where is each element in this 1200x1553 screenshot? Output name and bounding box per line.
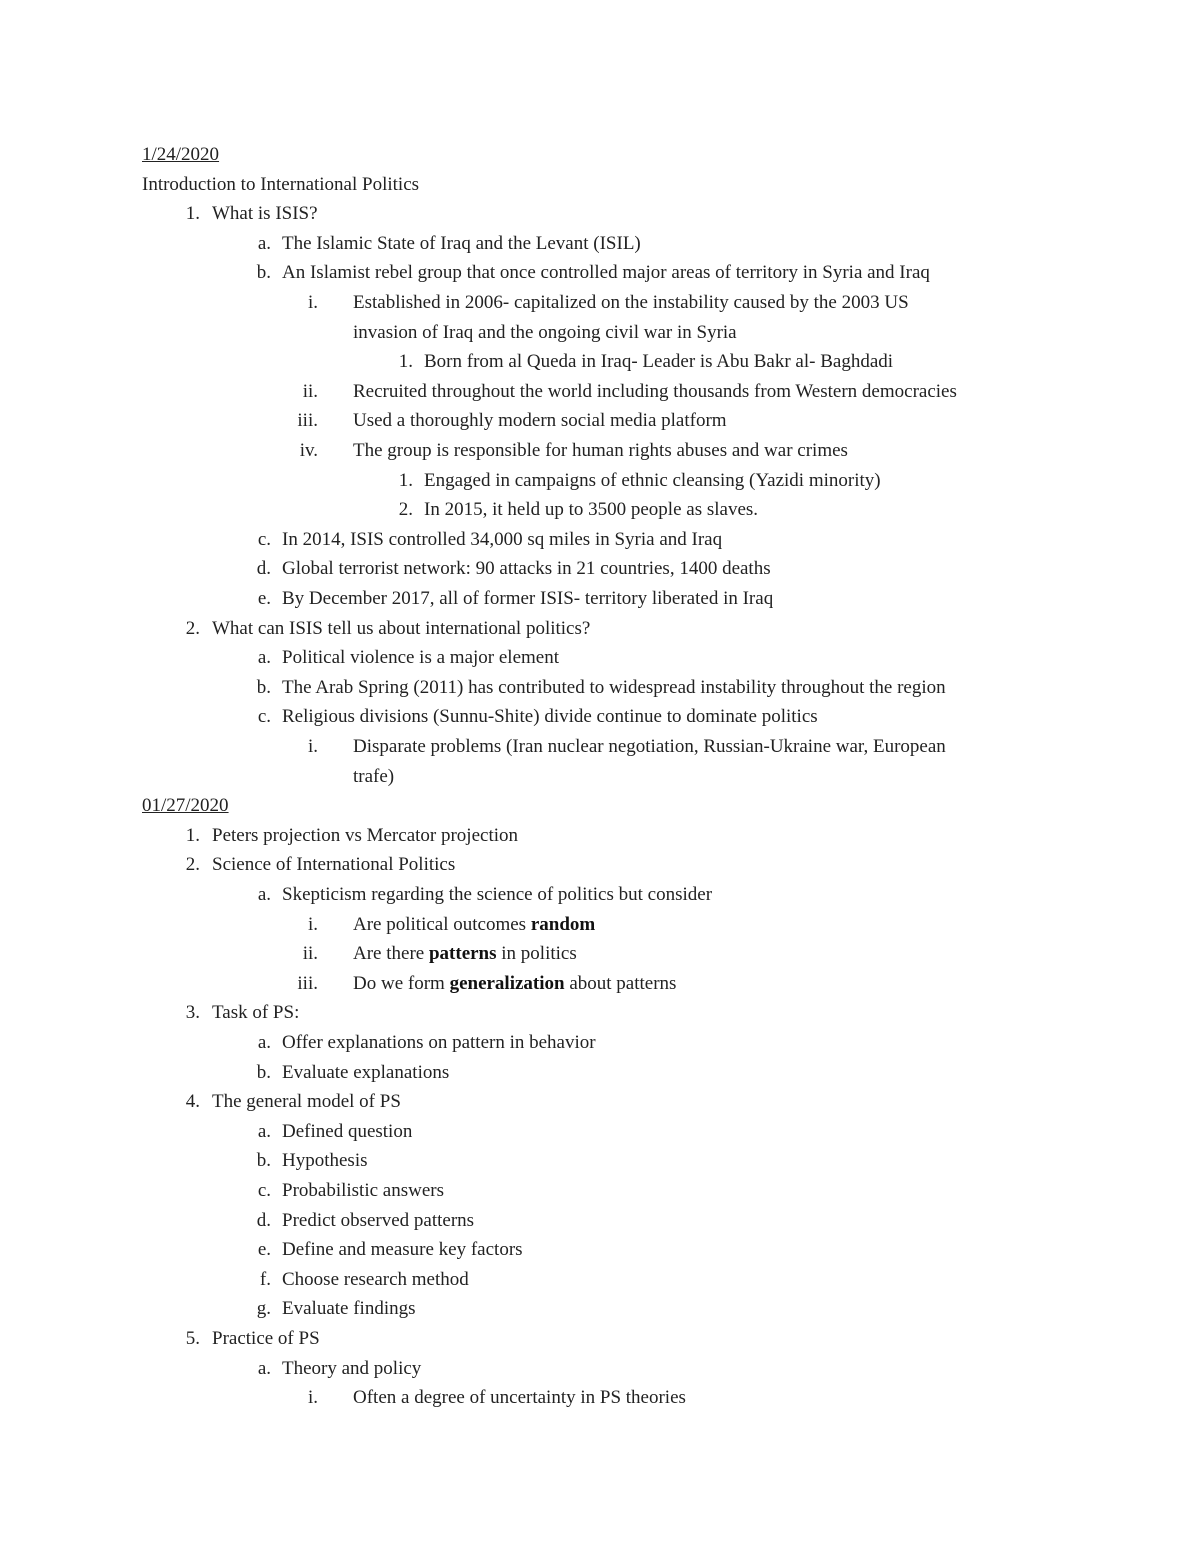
line-text: 01/27/2020 [142,795,229,816]
list-marker: b. [256,262,271,283]
list-marker: d. [256,558,271,579]
line-text: In 2014, ISIS controlled 34,000 sq miles in Syria and Iraq [282,529,723,550]
outline-line [0,614,1200,644]
bold-term: generalization [449,973,565,994]
outline-line [0,436,1200,466]
list-marker: iii. [297,973,318,994]
line-text: Recruited throughout the world including thousands from Western democracies [353,381,957,402]
line-text: Probabilistic answers [282,1180,445,1201]
line-text: Skepticism regarding the science of politics but consider [282,884,713,905]
list-marker: i. [307,914,318,935]
outline-line [0,1206,1200,1236]
outline-line [0,1235,1200,1265]
line-text: Disparate problems (Iran nuclear negotiation, Russian-Ukraine war, European [353,736,946,757]
line-text: Used a thoroughly modern social media platform [353,410,727,431]
list-marker: 4. [185,1091,200,1112]
line-text: What can ISIS tell us about international politics? [212,618,591,639]
outline-line [0,466,1200,496]
line-text: Are there patterns in politics [353,943,577,964]
list-marker: ii. [302,943,318,964]
list-marker: b. [256,677,271,698]
bold-term: random [530,914,596,935]
list-marker: a. [257,884,271,905]
line-text: The Islamic State of Iraq and the Levant (ISIL) [282,233,641,254]
outline-line [0,258,1200,288]
line-text: Science of International Politics [212,854,456,875]
list-marker: a. [257,1121,271,1142]
list-marker: b. [256,1150,271,1171]
line-text: 1/24/2020 [142,144,220,165]
list-marker: 1. [398,351,413,372]
outline-line [0,1117,1200,1147]
list-marker: ii. [302,381,318,402]
line-text: Born from al Queda in Iraq- Leader is Abu Bakr al- Baghdadi [424,351,894,372]
outline-line [0,199,1200,229]
list-marker: b. [256,1062,271,1083]
outline-line [0,288,1200,318]
line-text: Hypothesis [282,1150,368,1171]
line-text: Defined question [282,1121,413,1142]
outline-line [0,1058,1200,1088]
line-text: Global terrorist network: 90 attacks in 21 countries, 1400 deaths [282,558,771,579]
list-marker: c. [257,706,271,727]
list-marker: 2. [185,618,200,639]
line-text: An Islamist rebel group that once controlled major areas of territory in Syria and Iraq [282,262,930,283]
line-text: The group is responsible for human rights abuses and war crimes [353,440,848,461]
line-text: Practice of PS [212,1328,320,1349]
list-marker: d. [256,1210,271,1231]
outline-line [0,1354,1200,1384]
line-text: The general model of PS [212,1091,401,1112]
outline-line [0,673,1200,703]
outline-line [0,1294,1200,1324]
list-marker: i. [307,292,318,313]
line-text: Choose research method [282,1269,469,1290]
outline-line [0,377,1200,407]
outline-line [0,732,1200,762]
list-marker: c. [257,529,271,550]
outline-line [0,406,1200,436]
outline-line [0,554,1200,584]
outline-line [0,939,1200,969]
list-marker: f. [259,1269,271,1290]
outline-line [0,821,1200,851]
outline-line [0,702,1200,732]
line-text: Evaluate findings [282,1298,416,1319]
line-text: Engaged in campaigns of ethnic cleansing (Yazidi minority) [424,470,881,491]
outline-line [0,643,1200,673]
line-text: The Arab Spring (2011) has contributed to widespread instability throughout the region [282,677,946,698]
line-text: Predict observed patterns [282,1210,475,1231]
line-text: By December 2017, all of former ISIS- territory liberated in Iraq [282,588,774,609]
line-text: Political violence is a major element [282,647,559,668]
outline-line [0,318,1200,348]
list-marker: a. [257,647,271,668]
outline-line [0,762,1200,792]
outline-line [0,495,1200,525]
outline-line [0,1028,1200,1058]
outline-line [0,850,1200,880]
outline-line [0,170,1200,200]
outline-line [0,1087,1200,1117]
date-heading [0,791,1200,821]
bold-term: patterns [428,943,497,964]
list-marker: 3. [185,1002,200,1023]
outline-line [0,347,1200,377]
list-marker: c. [257,1180,271,1201]
line-text: invasion of Iraq and the ongoing civil war in Syria [353,322,737,343]
list-marker: 1. [185,825,200,846]
outline-line [0,880,1200,910]
line-text: Task of PS: [212,1002,300,1023]
outline-line [0,1383,1200,1413]
outline-line [0,1324,1200,1354]
outline-line [0,1146,1200,1176]
outline-line [0,1176,1200,1206]
line-text: What is ISIS? [212,203,318,224]
outline-line [0,229,1200,259]
line-text: In 2015, it held up to 3500 people as slaves. [424,499,759,520]
line-text: Established in 2006- capitalized on the instability caused by the 2003 US [353,292,909,313]
outline-line [0,998,1200,1028]
outline-line [0,525,1200,555]
line-text: Are political outcomes random [353,914,596,935]
outline-line [0,584,1200,614]
line-text: Offer explanations on pattern in behavior [282,1032,596,1053]
outline-line [0,1265,1200,1295]
line-text: Peters projection vs Mercator projection [212,825,519,846]
list-marker: 5. [185,1328,200,1349]
line-text: Theory and policy [282,1358,422,1379]
list-marker: i. [307,1387,318,1408]
list-marker: a. [257,233,271,254]
line-text: Define and measure key factors [282,1239,523,1260]
line-text: Religious divisions (Sunnu-Shite) divide continue to dominate politics [282,706,818,727]
outline-line [0,969,1200,999]
line-text: Do we form generalization about patterns [353,973,677,994]
list-marker: e. [257,1239,271,1260]
list-marker: 1. [398,470,413,491]
list-marker: e. [257,588,271,609]
line-text: Often a degree of uncertainty in PS theories [353,1387,686,1408]
list-marker: a. [257,1358,271,1379]
list-marker: iv. [299,440,318,461]
line-text: trafe) [353,766,395,787]
list-marker: g. [256,1298,271,1319]
list-marker: a. [257,1032,271,1053]
date-heading [0,140,1200,170]
line-text: Introduction to International Politics [142,174,420,195]
outline-line [0,910,1200,940]
list-marker: 2. [398,499,413,520]
list-marker: 2. [185,854,200,875]
list-marker: i. [307,736,318,757]
line-text: Evaluate explanations [282,1062,450,1083]
list-marker: iii. [297,410,318,431]
list-marker: 1. [185,203,200,224]
